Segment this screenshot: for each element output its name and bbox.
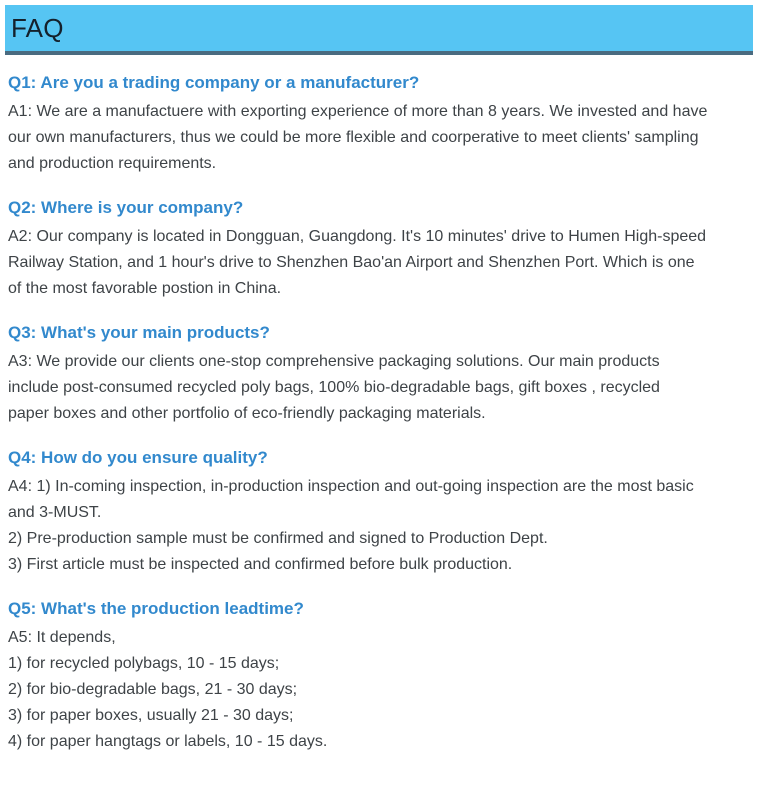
- faq-item: [8, 598, 753, 755]
- faq-question: Q1: Are you a trading company or a manufacturer?: [8, 73, 420, 92]
- faq-answer-line: A2: Our company is located in Dongguan, Guangdong. It's 10 minutes' drive to Humen High-speed: [8, 228, 707, 245]
- faq-header-title: FAQ: [11, 12, 64, 43]
- faq-answer-line: of the most favorable postion in China.: [8, 280, 282, 297]
- faq-question: Q5: What's the production leadtime?: [8, 599, 304, 618]
- faq-question: Q4: How do you ensure quality?: [8, 448, 268, 467]
- faq-header-bar: [5, 5, 753, 55]
- faq-answer: [8, 625, 753, 755]
- faq-answer-line: 3) for paper boxes, usually 21 - 30 days;: [8, 707, 294, 724]
- faq-answer-line: A5: It depends,: [8, 629, 116, 646]
- faq-answer-line: 2) Pre-production sample must be confirmed and signed to Production Dept.: [8, 530, 548, 547]
- faq-answer-line: 4) for paper hangtags or labels, 10 - 15 days.: [8, 733, 328, 750]
- faq-answer: [8, 224, 753, 302]
- faq-content: [0, 55, 765, 785]
- faq-answer-line: our own manufacturers, thus we could be more flexible and coorperative to meet clients' sampling: [8, 129, 699, 146]
- faq-answer-line: A4: 1) In-coming inspection, in-production inspection and out-going inspection are the most basic: [8, 478, 694, 495]
- faq-list: [8, 72, 753, 755]
- faq-item: [8, 447, 753, 578]
- faq-answer-line: 1) for recycled polybags, 10 - 15 days;: [8, 655, 280, 672]
- faq-answer-line: and production requirements.: [8, 155, 217, 172]
- faq-question: Q2: Where is your company?: [8, 198, 244, 217]
- faq-answer-line: 3) First article must be inspected and confirmed before bulk production.: [8, 556, 513, 573]
- faq-answer-line: paper boxes and other portfolio of eco-friendly packaging materials.: [8, 405, 486, 422]
- faq-answer: [8, 99, 753, 177]
- faq-answer-line: Railway Station, and 1 hour's drive to Shenzhen Bao'an Airport and Shenzhen Port. Which is one: [8, 254, 695, 271]
- faq-question: Q3: What's your main products?: [8, 323, 270, 342]
- faq-item: [8, 197, 753, 302]
- faq-answer-line: and 3-MUST.: [8, 504, 102, 521]
- faq-answer-line: A1: We are a manufactuere with exporting experience of more than 8 years. We invested and have: [8, 103, 708, 120]
- faq-item: [8, 72, 753, 177]
- faq-answer: [8, 474, 753, 578]
- faq-answer-line: 2) for bio-degradable bags, 21 - 30 days;: [8, 681, 298, 698]
- faq-item: [8, 322, 753, 427]
- faq-answer: [8, 349, 753, 427]
- faq-answer-line: A3: We provide our clients one-stop comprehensive packaging solutions. Our main products: [8, 353, 660, 370]
- faq-answer-line: include post-consumed recycled poly bags, 100% bio-degradable bags, gift boxes , recycled: [8, 379, 660, 396]
